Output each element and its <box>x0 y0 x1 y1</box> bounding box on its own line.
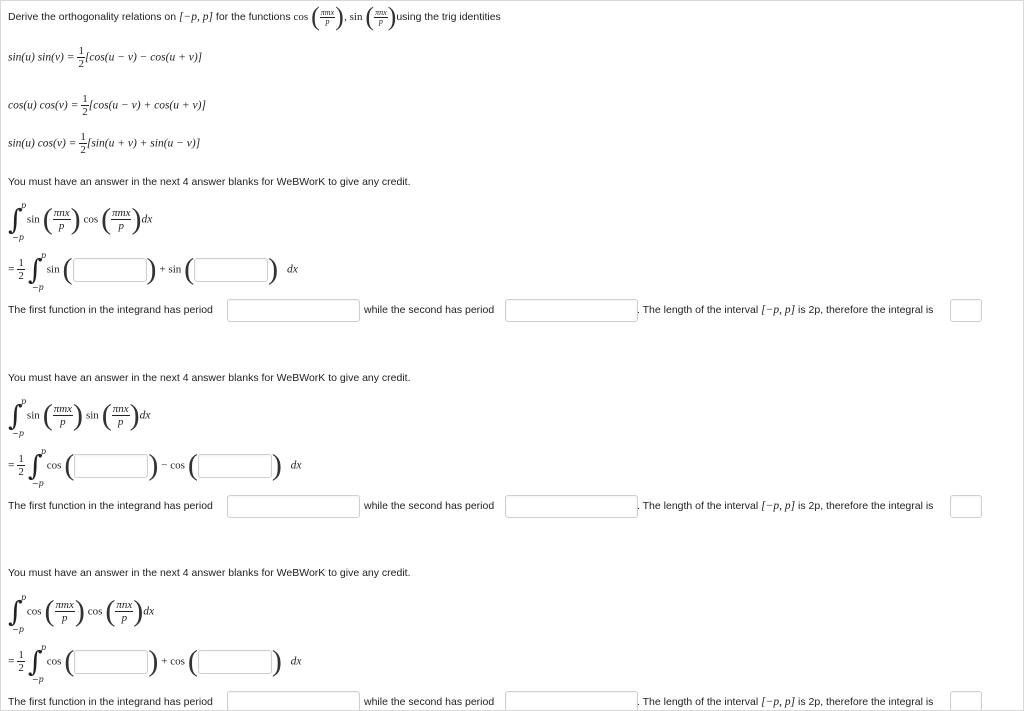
dx: dx <box>290 459 302 472</box>
statement-frac-2: $\frac{\text{πnx}}{p}$ <box>375 7 387 26</box>
identity-rhs: [cos(u − v) + cos(u + v)] <box>88 99 206 112</box>
integral-sign: ∫ p −p <box>27 643 46 684</box>
half-frac: $\frac{1}{2}$ <box>18 257 24 282</box>
function-name: sin <box>85 409 99 422</box>
argument-frac: $\frac{\text{πnx}}{p}$ <box>53 207 70 232</box>
rewritten-integral: = $\frac{1}{2}$ ∫ p −p cos ( ) + cos ( ) dx <box>8 643 302 684</box>
dx: dx <box>143 605 155 618</box>
identity-row <box>8 45 202 70</box>
answer-blank-argument-2[interactable] <box>194 258 268 282</box>
identity-half: $\frac{1}{2}$ <box>82 93 88 118</box>
argument-frac: $\frac{\text{πmx}}{p}$ <box>55 599 74 624</box>
identity-row <box>8 93 206 118</box>
argument-frac: $\frac{\text{πnx}}{p}$ <box>116 599 133 624</box>
dx: dx <box>286 263 298 276</box>
half-frac: $\frac{1}{2}$ <box>18 649 24 674</box>
identity-row <box>8 131 200 156</box>
identity-rhs: [cos(u − v) − cos(u + v)] <box>84 51 203 64</box>
answer-blank-period-1[interactable] <box>227 691 360 711</box>
identity-half: $\frac{1}{2}$ <box>78 45 84 70</box>
period-row: The first function in the integrand has period while the second has period . The length of the interval [−p, p] is 2p, therefore the integral is <box>8 495 1018 519</box>
answer-blank-integral[interactable] <box>950 495 982 518</box>
answer-blank-period-2[interactable] <box>505 299 638 322</box>
answer-blank-argument-2[interactable] <box>198 454 272 478</box>
answer-blank-period-1[interactable] <box>227 299 360 322</box>
integral-sign: ∫ p −p <box>27 251 46 292</box>
function-name: cos <box>46 459 62 472</box>
answer-blank-argument-1[interactable] <box>73 258 147 282</box>
credit-notice: You must have an answer in the next 4 answer blanks for WeBWorK to give any credit. <box>8 567 411 579</box>
right-paren: ) <box>335 2 344 31</box>
answer-blank-integral[interactable] <box>950 299 982 322</box>
right-paren: ) <box>387 2 397 31</box>
statement-prefix: Derive the orthogonality relations on <box>8 10 180 23</box>
dx: dx <box>139 409 151 422</box>
statement-suffix: using the trig identities <box>396 10 501 23</box>
argument-frac: $\frac{\text{πmx}}{p}$ <box>112 207 131 232</box>
period-row: The first function in the integrand has period while the second has period . The length of the interval [−p, p] is 2p, therefore the integral is <box>8 691 1018 711</box>
answer-blank-period-2[interactable] <box>505 691 638 711</box>
function-name: cos <box>87 605 103 618</box>
integral-sign: ∫ p −p <box>8 397 27 438</box>
identity-lhs: sin(u) sin(v) = <box>8 51 75 64</box>
identity-rhs: [sin(u + v) + sin(u − v)] <box>86 137 201 150</box>
argument-frac: $\frac{\text{πmx}}{p}$ <box>53 403 73 428</box>
answer-blank-period-1[interactable] <box>227 495 360 518</box>
function-name: sin <box>26 409 40 422</box>
credit-notice: You must have an answer in the next 4 answer blanks for WeBWorK to give any credit. <box>8 176 411 188</box>
function-name: cos <box>46 655 62 668</box>
integral-expression: ∫ p −p sin ( $\frac{\text{πnx}}{p}$ ) cos ( $\frac{\text{πmx}}{p}$ )dx <box>8 201 153 242</box>
credit-notice: You must have an answer in the next 4 answer blanks for WeBWorK to give any credit. <box>8 372 411 384</box>
operator-function: + cos <box>161 655 185 668</box>
statement-cos: cos <box>293 11 309 23</box>
function-name: sin <box>26 213 40 226</box>
identity-lhs: cos(u) cos(v) = <box>8 99 79 112</box>
answer-blank-integral[interactable] <box>950 691 982 711</box>
operator-function: − cos <box>161 459 185 472</box>
dx: dx <box>290 655 302 668</box>
statement-interval: [−p, p] <box>179 10 213 23</box>
integral-sign: ∫ p −p <box>8 201 27 242</box>
function-name: cos <box>26 605 42 618</box>
left-paren: ( <box>365 2 375 31</box>
statement-mid: for the functions <box>212 10 294 23</box>
argument-frac: $\frac{\text{πnx}}{p}$ <box>112 403 129 428</box>
function-name: sin <box>46 263 60 276</box>
rewritten-integral: = $\frac{1}{2}$ ∫ p −p cos ( ) − cos ( ) dx <box>8 447 302 488</box>
answer-blank-argument-2[interactable] <box>198 650 272 674</box>
dx: dx <box>141 213 153 226</box>
half-frac: $\frac{1}{2}$ <box>18 453 24 478</box>
answer-blank-argument-1[interactable] <box>74 650 148 674</box>
integral-sign: ∫ p −p <box>27 447 46 488</box>
operator-function: + sin <box>159 263 182 276</box>
statement-frac-1: $\frac{\text{πmx}}{p}$ <box>320 7 335 26</box>
integral-expression: ∫ p −p sin ( $\frac{\text{πmx}}{p}$ ) sin ( $\frac{\text{πnx}}{p}$ )dx <box>8 397 151 438</box>
integral-expression: ∫ p −p cos ( $\frac{\text{πmx}}{p}$ ) cos ( $\frac{\text{πnx}}{p}$ )dx <box>8 593 155 634</box>
statement-sin: sin <box>349 11 363 23</box>
answer-blank-period-2[interactable] <box>505 495 638 518</box>
answer-blank-argument-1[interactable] <box>74 454 148 478</box>
identity-half: $\frac{1}{2}$ <box>80 131 86 156</box>
rewritten-integral: = $\frac{1}{2}$ ∫ p −p sin ( ) + sin ( ) dx <box>8 251 298 292</box>
integral-sign: ∫ p −p <box>8 593 27 634</box>
function-name: cos <box>83 213 99 226</box>
problem-statement: Derive the orthogonality relations on [−p, p] for the functions cos ( $\frac{\text{πmx}}{p}$ ), sin ( $\frac{\text{πnx}}{p}$ )using the trig identities <box>8 2 501 31</box>
identity-lhs: sin(u) cos(v) = <box>8 137 77 150</box>
left-paren: ( <box>311 2 320 31</box>
period-row: The first function in the integrand has period while the second has period . The length of the interval [−p, p] is 2p, therefore the integral is <box>8 299 1018 323</box>
